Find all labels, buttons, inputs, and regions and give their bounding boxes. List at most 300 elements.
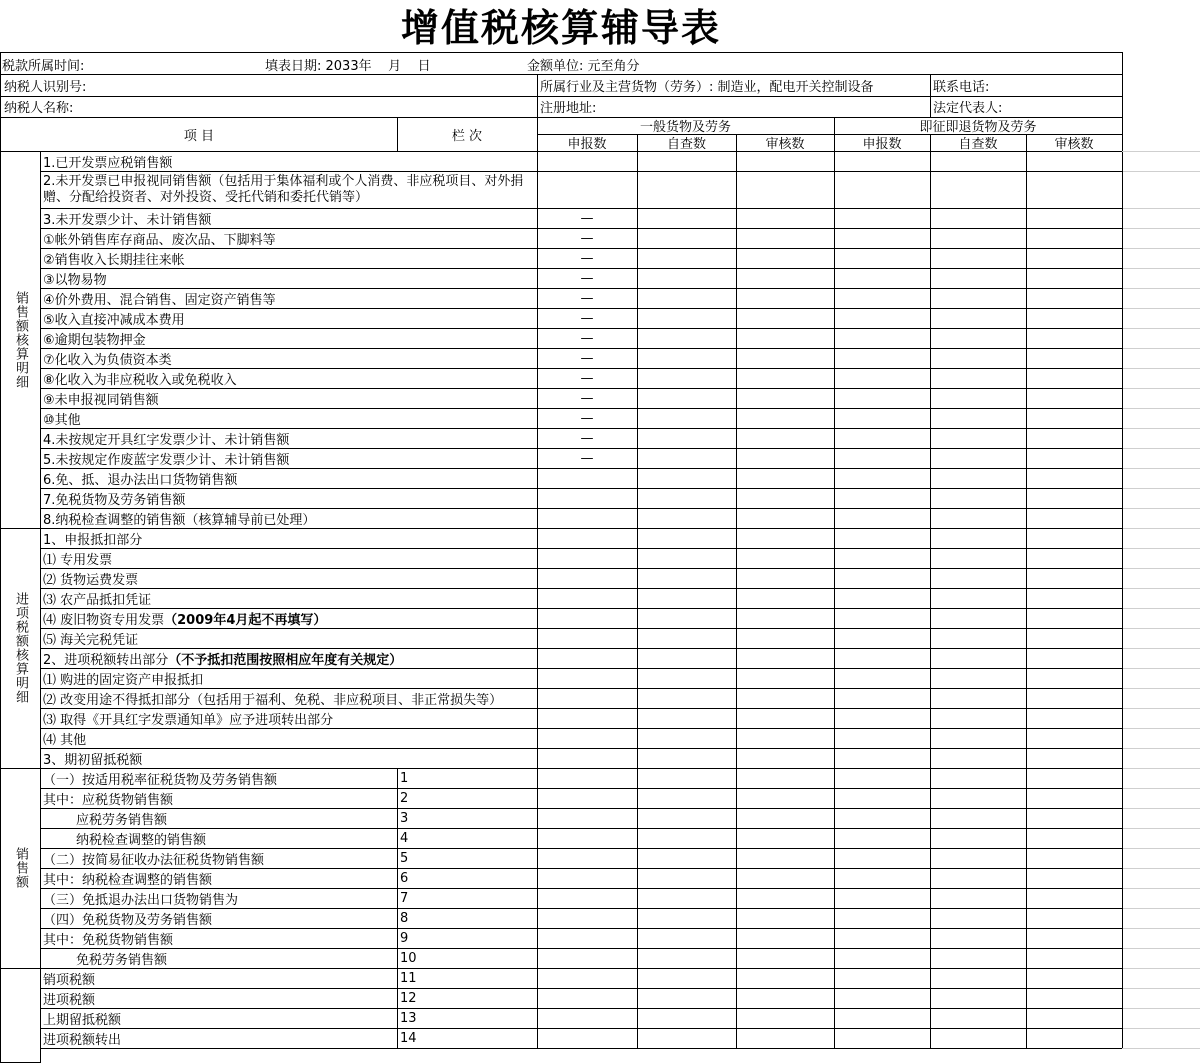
value-cell[interactable] xyxy=(930,328,1027,349)
value-cell[interactable] xyxy=(834,848,931,869)
sales-row-label: ⑤收入直接冲减成本费用 xyxy=(40,308,538,329)
value-cell[interactable] xyxy=(1026,628,1123,649)
line-number: 7 xyxy=(397,888,538,909)
value-cell[interactable]: — xyxy=(537,448,638,469)
value-cell[interactable]: — xyxy=(537,208,638,229)
amount-row-label: 免税劳务销售额 xyxy=(40,948,398,969)
value-cell[interactable] xyxy=(834,768,931,789)
value-cell[interactable] xyxy=(637,928,737,949)
sales-row-label: 3.未开发票少计、未计销售额 xyxy=(40,208,538,229)
value-cell[interactable] xyxy=(736,748,835,769)
value-cell[interactable] xyxy=(637,208,737,229)
value-cell[interactable] xyxy=(834,728,931,749)
value-cell[interactable] xyxy=(930,968,1027,989)
value-cell[interactable] xyxy=(736,428,835,449)
value-cell[interactable] xyxy=(930,588,1027,609)
sales-row-label: ⑦化收入为负债资本类 xyxy=(40,348,538,369)
value-cell[interactable] xyxy=(930,228,1027,249)
value-cell[interactable] xyxy=(736,308,835,329)
value-cell[interactable]: — xyxy=(537,288,638,309)
value-cell[interactable] xyxy=(736,548,835,569)
value-cell[interactable] xyxy=(1026,928,1123,949)
value-cell[interactable] xyxy=(637,368,737,389)
value-cell[interactable] xyxy=(930,528,1027,549)
value-cell[interactable] xyxy=(736,151,835,172)
value-cell[interactable] xyxy=(736,528,835,549)
value-cell[interactable] xyxy=(637,988,737,1009)
value-cell[interactable]: — xyxy=(537,248,638,269)
value-cell[interactable] xyxy=(637,908,737,929)
value-cell[interactable] xyxy=(1026,968,1123,989)
value-cell[interactable]: — xyxy=(537,268,638,289)
value-cell[interactable] xyxy=(1026,688,1123,709)
value-cell[interactable] xyxy=(1026,828,1123,849)
value-cell[interactable] xyxy=(834,588,931,609)
value-cell[interactable] xyxy=(736,828,835,849)
value-cell[interactable] xyxy=(1026,428,1123,449)
value-cell[interactable] xyxy=(736,268,835,289)
amount-row-label: 纳税检查调整的销售额 xyxy=(40,828,398,849)
value-cell[interactable]: — xyxy=(537,368,638,389)
input-row-text: ⑴ 专用发票 xyxy=(43,552,113,568)
value-cell[interactable] xyxy=(537,768,638,789)
value-cell[interactable] xyxy=(1026,151,1123,172)
value-cell[interactable] xyxy=(537,151,638,172)
spare-cell xyxy=(1122,948,1200,969)
input-row-note: （2009年4月起不再填写） xyxy=(164,612,327,628)
value-cell[interactable] xyxy=(834,528,931,549)
value-cell[interactable] xyxy=(930,1008,1027,1029)
value-cell[interactable] xyxy=(736,928,835,949)
value-cell[interactable] xyxy=(930,948,1027,969)
value-cell[interactable] xyxy=(736,568,835,589)
value-cell[interactable] xyxy=(834,948,931,969)
value-cell[interactable] xyxy=(537,948,638,969)
value-cell[interactable] xyxy=(930,288,1027,309)
sales-row-label: 8.纳税检查调整的销售额（核算辅导前已处理） xyxy=(40,508,538,529)
value-cell[interactable] xyxy=(1026,348,1123,369)
value-cell[interactable] xyxy=(736,348,835,369)
value-cell[interactable] xyxy=(637,828,737,849)
value-cell[interactable] xyxy=(537,588,638,609)
value-cell[interactable] xyxy=(834,171,931,209)
value-cell[interactable] xyxy=(834,328,931,349)
input-row-text: ⑵ 货物运费发票 xyxy=(43,572,139,588)
value-cell[interactable] xyxy=(930,728,1027,749)
value-cell[interactable] xyxy=(736,688,835,709)
value-cell[interactable] xyxy=(537,548,638,569)
value-cell[interactable] xyxy=(834,408,931,429)
sales-row-label: 7.免税货物及劳务销售额 xyxy=(40,488,538,509)
value-cell[interactable] xyxy=(537,928,638,949)
value-cell[interactable] xyxy=(930,408,1027,429)
value-cell[interactable] xyxy=(637,1028,737,1049)
value-cell[interactable] xyxy=(930,788,1027,809)
value-cell[interactable] xyxy=(637,388,737,409)
value-cell[interactable] xyxy=(930,548,1027,569)
value-cell[interactable] xyxy=(736,488,835,509)
value-cell[interactable] xyxy=(834,808,931,829)
input-row-text: ⑷ 其他 xyxy=(43,732,87,748)
value-cell[interactable] xyxy=(834,488,931,509)
value-cell[interactable] xyxy=(930,868,1027,889)
value-cell[interactable] xyxy=(637,848,737,869)
value-cell[interactable] xyxy=(736,708,835,729)
value-cell[interactable] xyxy=(1026,608,1123,629)
value-cell[interactable] xyxy=(930,488,1027,509)
spare-cell xyxy=(1122,368,1200,389)
value-cell[interactable] xyxy=(736,628,835,649)
value-cell[interactable] xyxy=(834,988,931,1009)
input-row-text: ⑶ 取得《开具红字发票通知单》应予进项转出部分 xyxy=(43,712,334,728)
value-cell[interactable] xyxy=(1026,328,1123,349)
value-cell[interactable] xyxy=(1026,388,1123,409)
value-cell[interactable] xyxy=(736,648,835,669)
value-cell[interactable] xyxy=(736,968,835,989)
value-cell[interactable] xyxy=(637,171,737,209)
value-cell[interactable] xyxy=(736,908,835,929)
value-cell[interactable] xyxy=(736,508,835,529)
value-cell[interactable] xyxy=(834,268,931,289)
value-cell[interactable] xyxy=(930,348,1027,369)
value-cell[interactable] xyxy=(637,688,737,709)
legal-rep-label: 法定代表人: xyxy=(930,96,1123,118)
value-cell[interactable] xyxy=(637,948,737,969)
value-cell[interactable] xyxy=(537,1028,638,1049)
value-cell[interactable] xyxy=(930,448,1027,469)
value-cell[interactable] xyxy=(930,888,1027,909)
value-cell[interactable] xyxy=(736,888,835,909)
value-cell[interactable] xyxy=(537,668,638,689)
value-cell[interactable] xyxy=(834,1028,931,1049)
input-row-label xyxy=(40,648,538,669)
value-cell[interactable] xyxy=(1026,488,1123,509)
value-cell[interactable] xyxy=(736,948,835,969)
value-cell[interactable] xyxy=(1026,1028,1123,1049)
value-cell[interactable] xyxy=(930,708,1027,729)
value-cell[interactable] xyxy=(736,868,835,889)
value-cell[interactable] xyxy=(834,248,931,269)
value-cell[interactable] xyxy=(1026,1008,1123,1029)
value-cell[interactable] xyxy=(1026,648,1123,669)
value-cell[interactable] xyxy=(736,388,835,409)
value-cell[interactable] xyxy=(637,308,737,329)
value-cell[interactable] xyxy=(930,668,1027,689)
value-cell[interactable]: — xyxy=(537,388,638,409)
spare-cell xyxy=(1122,908,1200,929)
value-cell[interactable] xyxy=(736,228,835,249)
value-cell[interactable] xyxy=(1026,208,1123,229)
value-cell[interactable] xyxy=(1026,228,1123,249)
value-cell[interactable] xyxy=(537,688,638,709)
value-cell[interactable] xyxy=(537,628,638,649)
value-cell[interactable] xyxy=(1026,368,1123,389)
value-cell[interactable] xyxy=(637,248,737,269)
value-cell[interactable] xyxy=(930,248,1027,269)
value-cell[interactable] xyxy=(537,528,638,549)
value-cell[interactable] xyxy=(736,988,835,1009)
value-cell[interactable] xyxy=(637,608,737,629)
value-cell[interactable] xyxy=(1026,988,1123,1009)
value-cell[interactable] xyxy=(637,448,737,469)
value-cell[interactable] xyxy=(1026,908,1123,929)
value-cell[interactable] xyxy=(834,868,931,889)
value-cell[interactable] xyxy=(1026,588,1123,609)
value-cell[interactable] xyxy=(930,468,1027,489)
value-cell[interactable] xyxy=(930,268,1027,289)
value-cell[interactable] xyxy=(1026,668,1123,689)
value-cell[interactable] xyxy=(930,308,1027,329)
value-cell[interactable] xyxy=(834,448,931,469)
value-cell[interactable] xyxy=(736,728,835,749)
value-cell[interactable] xyxy=(736,788,835,809)
value-cell[interactable] xyxy=(930,648,1027,669)
value-cell[interactable]: — xyxy=(537,428,638,449)
value-cell[interactable] xyxy=(637,288,737,309)
value-cell[interactable] xyxy=(930,688,1027,709)
value-cell[interactable] xyxy=(537,988,638,1009)
value-cell[interactable] xyxy=(736,328,835,349)
value-cell[interactable] xyxy=(930,1028,1027,1049)
value-cell[interactable] xyxy=(1026,548,1123,569)
value-cell[interactable] xyxy=(637,468,737,489)
value-cell[interactable] xyxy=(834,628,931,649)
value-cell[interactable] xyxy=(637,528,737,549)
value-cell[interactable] xyxy=(537,568,638,589)
value-cell[interactable] xyxy=(834,228,931,249)
value-cell[interactable] xyxy=(834,968,931,989)
period-label: 税款所属时间: xyxy=(2,59,85,74)
value-cell[interactable] xyxy=(834,348,931,369)
value-cell[interactable] xyxy=(637,668,737,689)
value-cell[interactable] xyxy=(736,588,835,609)
value-cell[interactable] xyxy=(930,628,1027,649)
value-cell[interactable] xyxy=(537,848,638,869)
value-cell[interactable] xyxy=(537,468,638,489)
value-cell[interactable] xyxy=(930,608,1027,629)
value-cell[interactable] xyxy=(1026,748,1123,769)
value-cell[interactable] xyxy=(834,1008,931,1029)
value-cell[interactable] xyxy=(834,928,931,949)
value-cell[interactable] xyxy=(1026,708,1123,729)
value-cell[interactable] xyxy=(736,1028,835,1049)
value-cell[interactable] xyxy=(1026,268,1123,289)
value-cell[interactable] xyxy=(834,608,931,629)
value-cell[interactable] xyxy=(1026,868,1123,889)
value-cell[interactable] xyxy=(537,171,638,209)
value-cell[interactable] xyxy=(930,428,1027,449)
value-cell[interactable] xyxy=(1026,468,1123,489)
value-cell[interactable] xyxy=(537,888,638,909)
value-cell[interactable] xyxy=(736,448,835,469)
value-cell[interactable] xyxy=(637,228,737,249)
value-cell[interactable] xyxy=(637,328,737,349)
value-cell[interactable] xyxy=(1026,308,1123,329)
value-cell[interactable] xyxy=(537,868,638,889)
value-cell[interactable] xyxy=(637,1008,737,1029)
value-cell[interactable] xyxy=(736,288,835,309)
sales-row-label: ②销售收入长期挂往来帐 xyxy=(40,248,538,269)
value-cell[interactable] xyxy=(637,628,737,649)
input-row-text: 3、期初留抵税额 xyxy=(43,752,143,768)
value-cell[interactable] xyxy=(930,908,1027,929)
value-cell[interactable] xyxy=(834,308,931,329)
value-cell[interactable] xyxy=(637,508,737,529)
value-cell[interactable] xyxy=(930,171,1027,209)
input-row-label xyxy=(40,628,538,649)
value-cell[interactable] xyxy=(834,428,931,449)
value-cell[interactable] xyxy=(736,848,835,869)
value-cell[interactable] xyxy=(537,608,638,629)
value-cell[interactable] xyxy=(736,768,835,789)
value-cell[interactable]: — xyxy=(537,408,638,429)
value-cell[interactable] xyxy=(537,748,638,769)
input-row-label xyxy=(40,548,538,569)
value-cell[interactable] xyxy=(1026,171,1123,209)
value-cell[interactable] xyxy=(930,508,1027,529)
value-cell[interactable] xyxy=(637,268,737,289)
value-cell[interactable] xyxy=(834,788,931,809)
value-cell[interactable] xyxy=(834,908,931,929)
value-cell[interactable] xyxy=(1026,248,1123,269)
value-cell[interactable] xyxy=(930,848,1027,869)
value-cell[interactable] xyxy=(1026,528,1123,549)
value-cell[interactable] xyxy=(637,748,737,769)
value-cell[interactable] xyxy=(1026,948,1123,969)
value-cell[interactable] xyxy=(834,888,931,909)
value-cell[interactable] xyxy=(930,928,1027,949)
input-row-label xyxy=(40,588,538,609)
value-cell[interactable] xyxy=(736,248,835,269)
value-cell[interactable] xyxy=(637,348,737,369)
value-cell[interactable] xyxy=(736,208,835,229)
amount-row-label: （四）免税货物及劳务销售额 xyxy=(40,908,398,929)
value-cell[interactable] xyxy=(930,151,1027,172)
value-cell[interactable] xyxy=(736,668,835,689)
value-cell[interactable] xyxy=(930,988,1027,1009)
value-cell[interactable] xyxy=(1026,288,1123,309)
value-cell[interactable] xyxy=(1026,808,1123,829)
value-cell[interactable] xyxy=(637,888,737,909)
value-cell[interactable] xyxy=(834,668,931,689)
spare-cell xyxy=(1122,848,1200,869)
value-cell[interactable] xyxy=(834,568,931,589)
value-cell[interactable] xyxy=(930,568,1027,589)
value-cell[interactable] xyxy=(537,488,638,509)
value-cell[interactable] xyxy=(537,508,638,529)
value-cell[interactable] xyxy=(930,368,1027,389)
value-cell[interactable]: — xyxy=(537,308,638,329)
value-cell[interactable] xyxy=(834,151,931,172)
value-cell[interactable] xyxy=(537,648,638,669)
value-cell[interactable]: — xyxy=(537,328,638,349)
value-cell[interactable] xyxy=(637,151,737,172)
value-cell[interactable] xyxy=(834,368,931,389)
value-cell[interactable] xyxy=(930,388,1027,409)
value-cell[interactable] xyxy=(1026,888,1123,909)
value-cell[interactable]: — xyxy=(537,228,638,249)
value-cell[interactable] xyxy=(1026,728,1123,749)
value-cell[interactable] xyxy=(1026,788,1123,809)
value-cell[interactable] xyxy=(637,548,737,569)
value-cell[interactable] xyxy=(736,1008,835,1029)
value-cell[interactable] xyxy=(1026,768,1123,789)
value-cell[interactable] xyxy=(930,748,1027,769)
value-cell[interactable] xyxy=(834,208,931,229)
value-cell[interactable] xyxy=(736,171,835,209)
value-cell[interactable] xyxy=(736,408,835,429)
tax-row-label: 销项税额 xyxy=(40,968,398,989)
spare-cell xyxy=(1122,968,1200,989)
value-cell[interactable] xyxy=(1026,448,1123,469)
value-cell[interactable] xyxy=(637,808,737,829)
value-cell[interactable] xyxy=(834,748,931,769)
value-cell[interactable] xyxy=(637,588,737,609)
value-cell[interactable]: — xyxy=(537,348,638,369)
spare-cell xyxy=(1122,708,1200,729)
value-cell[interactable] xyxy=(637,408,737,429)
value-cell[interactable] xyxy=(637,788,737,809)
value-cell[interactable] xyxy=(736,608,835,629)
value-cell[interactable] xyxy=(834,648,931,669)
value-cell[interactable] xyxy=(1026,408,1123,429)
value-cell[interactable] xyxy=(834,548,931,569)
value-cell[interactable] xyxy=(637,568,737,589)
value-cell[interactable] xyxy=(834,288,931,309)
value-cell[interactable] xyxy=(537,788,638,809)
line-number: 14 xyxy=(397,1028,538,1049)
value-cell[interactable] xyxy=(834,508,931,529)
value-cell[interactable] xyxy=(834,828,931,849)
spare-cell xyxy=(1122,208,1200,229)
value-cell[interactable] xyxy=(537,968,638,989)
value-cell[interactable] xyxy=(537,708,638,729)
value-cell[interactable] xyxy=(537,908,638,929)
value-cell[interactable] xyxy=(834,708,931,729)
value-cell[interactable] xyxy=(637,488,737,509)
value-cell[interactable] xyxy=(1026,848,1123,869)
value-cell[interactable] xyxy=(834,388,931,409)
value-cell[interactable] xyxy=(736,368,835,389)
spare-cell xyxy=(1122,151,1200,172)
value-cell[interactable] xyxy=(537,1008,638,1029)
value-cell[interactable] xyxy=(637,968,737,989)
value-cell[interactable] xyxy=(930,768,1027,789)
value-cell[interactable] xyxy=(930,828,1027,849)
value-cell[interactable] xyxy=(637,708,737,729)
value-cell[interactable] xyxy=(1026,508,1123,529)
line-number: 8 xyxy=(397,908,538,929)
value-cell[interactable] xyxy=(637,728,737,749)
value-cell[interactable] xyxy=(637,648,737,669)
value-cell[interactable] xyxy=(537,828,638,849)
value-cell[interactable] xyxy=(637,868,737,889)
value-cell[interactable] xyxy=(637,768,737,789)
tax-row-label: 上期留抵税额 xyxy=(40,1008,398,1029)
value-cell[interactable] xyxy=(537,808,638,829)
value-cell[interactable] xyxy=(930,808,1027,829)
column-audit-header: 审核数 xyxy=(736,134,835,152)
value-cell[interactable] xyxy=(1026,568,1123,589)
value-cell[interactable] xyxy=(834,468,931,489)
value-cell[interactable] xyxy=(736,468,835,489)
value-cell[interactable] xyxy=(537,728,638,749)
value-cell[interactable] xyxy=(637,428,737,449)
value-cell[interactable] xyxy=(834,688,931,709)
taxpayer-id-label: 纳税人识别号: xyxy=(0,74,538,97)
value-cell[interactable] xyxy=(930,208,1027,229)
value-cell[interactable] xyxy=(736,808,835,829)
